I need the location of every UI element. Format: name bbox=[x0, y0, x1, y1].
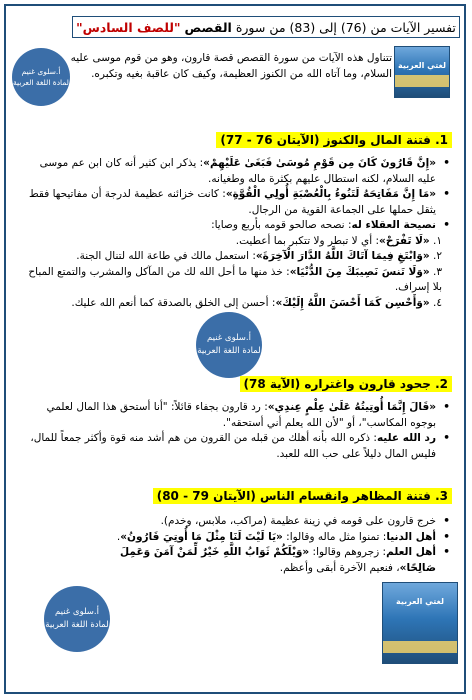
list-item: • «قَالَ إِنَّمَا أُوتِيتُهُ عَلَىٰ عِلْمٍ عِندِي»: رد قارون بجفاء قائلاً: "أنا أستحق هذا المال لعلمي بوجوه المكاسب"، أو "لأن الله يعلم أني أستحقه". bbox=[20, 400, 450, 431]
page-title bbox=[72, 16, 460, 38]
section-1-heading bbox=[16, 130, 456, 150]
stamp-line-1: أ.سلوى غنيم bbox=[55, 607, 99, 617]
stamp-line-2: لمادة اللغة العربية bbox=[45, 620, 109, 630]
title-surah: القصص bbox=[184, 20, 232, 35]
teacher-stamp bbox=[196, 312, 262, 378]
book-cover-title: لغتي العربية bbox=[395, 597, 445, 606]
section-2-body bbox=[20, 400, 450, 462]
section-3-body bbox=[96, 514, 450, 576]
numbered-item: ١. «لَا تَفْرَحْ»: أي لا تبطر ولا تتكبر بما أعطيت. bbox=[235, 234, 442, 247]
intro-text: تتناول هذه الآيات من سورة القصص قصة قارون، وهو من قوم موسى عليه السلام، وما آتاه الله من الكنوز العظيمة، وكيف كان عاقبة بغيه وتكبره. bbox=[70, 52, 392, 80]
list-item: • أهل العلم: زجروهم وقالوا: «وَيْلَكُمْ ثَوَابُ اللَّهِ خَيْرٌ لِّمَنْ آمَنَ وَعَمِلَ صَالِحًا»، فنعيم الآخرة أبقى وأعظم. bbox=[96, 545, 450, 576]
section-1-body bbox=[20, 156, 450, 311]
numbered-item: ٤. «وَأَحْسِن كَمَا أَحْسَنَ اللَّهُ إِلَيْكَ»: أحسن إلى الخلق بالصدقة كما أنعم الله عليك. bbox=[71, 296, 442, 309]
list-item: • رد الله عليه: ذكره الله بأنه أهلك من قبله من القرون من هم أشد منه قوة وأكثر جمعاً للمال، فليس المال دليلاً على حب الله للعبد. bbox=[20, 431, 450, 462]
teacher-stamp bbox=[44, 586, 110, 652]
teacher-stamp bbox=[12, 48, 70, 106]
stamp-line-1: أ.سلوى غنيم bbox=[207, 333, 251, 343]
stamp-line-2: لمادة اللغة العربية bbox=[197, 346, 261, 356]
list-item: • «مَا إِنَّ مَفَاتِحَهُ لَتَنُوءُ بِالْعُصْبَةِ أُولِي الْقُوَّةِ»: كانت خزائنه عظيمة لدرجة أن مفاتيحها فقط يثقل حملها على الجماعة القوية من الرجال. bbox=[20, 187, 450, 218]
list-item: • نصيحة العقلاء له: نصحه صالحو قومه بأربع وصايا: bbox=[20, 218, 450, 234]
numbered-item: ٢. «وَابْتَغِ فِيمَا آتَاكَ اللَّهُ الدَّارَ الْآخِرَةَ»: استعمل مالك في طاعة الله لتنال الجنة. bbox=[76, 250, 442, 262]
list-item: • أهل الدنيا: تمنوا مثل ماله وقالوا: «يَا لَيْتَ لَنَا مِثْلَ مَا أُوتِيَ قَارُونُ». bbox=[96, 530, 450, 546]
section-1-heading-text: 1. فتنة المال والكنوز (الآيتان 76 - 77) bbox=[216, 132, 452, 148]
stamp-line-2: لمادة اللغة العربية bbox=[13, 78, 69, 87]
title-grade: "للصف السادس" bbox=[76, 20, 181, 35]
book-cover-image bbox=[394, 46, 450, 98]
title-prefix: تفسير الآيات من (76) إلى (83) من سورة bbox=[235, 20, 456, 35]
intro-paragraph bbox=[66, 50, 392, 82]
numbered-item: ٣. «وَلَا تَنسَ نَصِيبَكَ مِنَ الدُّنْيَا»: خذ منها ما أحل الله لك من المآكل والمشرب والتمتع المباح بلا إسراف. bbox=[28, 265, 442, 293]
section-2-heading-text: 2. جحود قارون واغتراره (الآية 78) bbox=[240, 376, 453, 392]
list-item: • «إِنَّ قَارُونَ كَانَ مِن قَوْمِ مُوسَىٰ فَبَغَىٰ عَلَيْهِمْ»: يذكر ابن كثير أنه كان ابن عم موسى عليه السلام، لكنه استطال عليهم بكثرة ماله وطغيانه. bbox=[20, 156, 450, 187]
section-3-heading-text: 3. فتنة المظاهر وانقسام الناس (الآيتان 79 - 80) bbox=[153, 488, 452, 504]
list-item: • خرج قارون على قومه في زينة عظيمة (مراكب، ملابس، وخدم). bbox=[96, 514, 450, 530]
section-2-heading bbox=[16, 374, 456, 394]
book-cover-image bbox=[382, 582, 458, 664]
section-3-heading bbox=[16, 486, 456, 506]
stamp-line-1: أ.سلوى غنيم bbox=[21, 67, 61, 76]
book-cover-title: لغتي العربية bbox=[397, 61, 447, 70]
